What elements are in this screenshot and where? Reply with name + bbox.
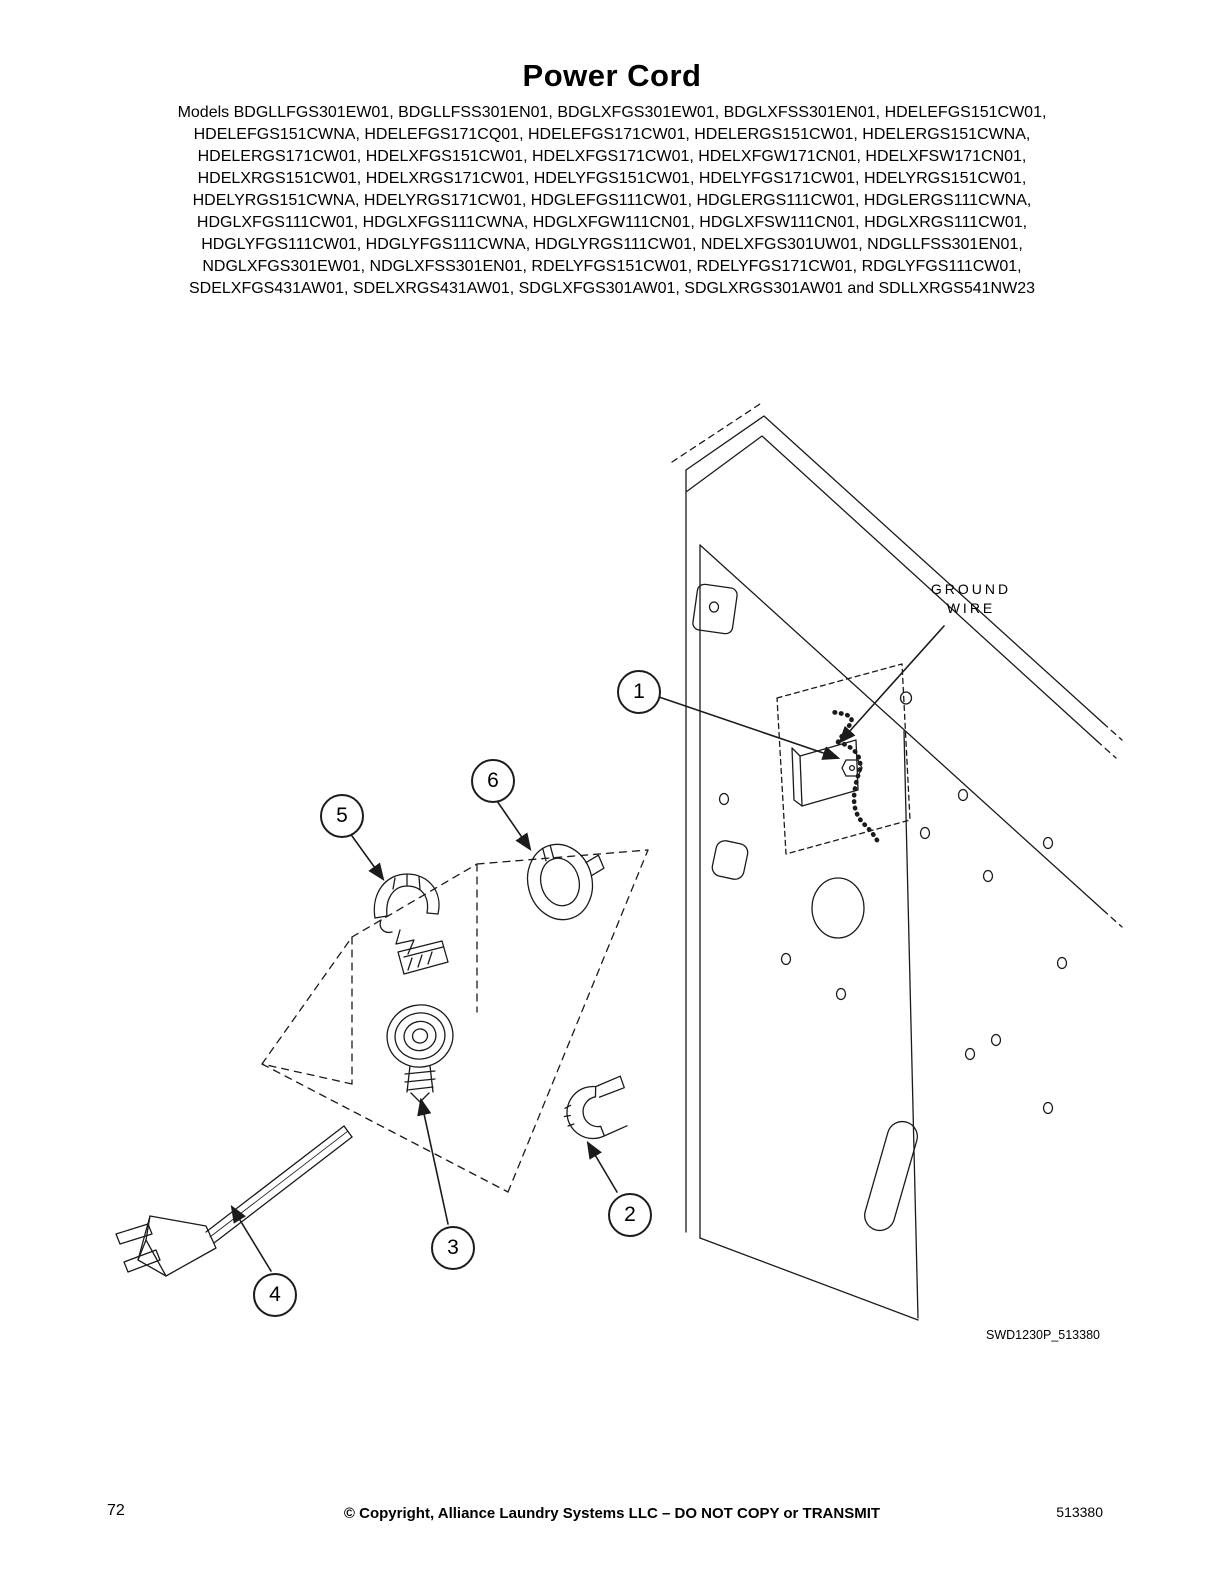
cabinet-panel [672, 404, 1122, 1320]
model-list-line: SDELXFGS431AW01, SDELXRGS431AW01, SDGLXFGS301AW01, SDGLXRGS301AW01 and SDLLXRGS541NW23 [188, 280, 1035, 297]
doc-number: 513380 [1056, 1504, 1103, 1520]
leader-arrows [232, 626, 944, 1271]
model-list-line: HDELEFGS151CWNA, HDELEFGS171CQ01, HDELEFGS171CW01, HDELERGS151CW01, HDELERGS151CWNA, [193, 126, 1031, 143]
copyright-notice: © Copyright, Alliance Laundry Systems LLC – DO NOT COPY or TRANSMIT [343, 1505, 881, 1522]
callout-3 [431, 1226, 475, 1270]
model-list-line: HDELXRGS151CW01, HDELXRGS171CW01, HDELYFGS151CW01, HDELYFGS171CW01, HDELYRGS151CW01, [197, 170, 1027, 187]
callout-4 [253, 1273, 297, 1317]
callout-2-label: 2 [624, 1203, 636, 1226]
part-power-cord [116, 1126, 352, 1276]
ground-wire-label-line1: GROUND [930, 581, 1012, 597]
ground-wire-label [901, 580, 1041, 618]
model-list-line: HDGLXFGS111CW01, HDGLXFGS111CWNA, HDGLXFGW111CN01, HDGLXFSW111CN01, HDGLXRGS111CW01, [196, 214, 1028, 231]
part-retainer-ring [519, 833, 614, 927]
part-strain-relief-bushing [381, 999, 458, 1102]
part-cord-clamp [374, 874, 448, 974]
model-list-line: Models BDGLLFGS301EW01, BDGLLFSS301EN01, BDGLXFGS301EW01, BDGLXFSS301EN01, HDELEFGS151CW01, [177, 104, 1047, 121]
callout-1 [617, 670, 661, 714]
callout-5 [320, 794, 364, 838]
callout-1-label: 1 [633, 680, 645, 703]
callout-4-label: 4 [269, 1283, 281, 1306]
callout-2 [608, 1193, 652, 1237]
mounting-bracket [777, 664, 910, 854]
callout-6 [471, 759, 515, 803]
callout-3-label: 3 [447, 1236, 459, 1259]
model-list-line: HDELERGS171CW01, HDELXFGS151CW01, HDELXFGS171CW01, HDELXFGW171CN01, HDELXFSW171CN01, [197, 148, 1027, 165]
page-number: 72 [107, 1502, 125, 1519]
figure-id: SWD1230P_513380 [986, 1328, 1100, 1342]
model-list-line: NDGLXFGS301EW01, NDGLXFSS301EN01, RDELYFGS151CW01, RDELYFGS171CW01, RDGLYFGS111CW01, [202, 258, 1022, 275]
projection-lines [262, 850, 648, 1192]
ground-wire [832, 712, 878, 842]
ground-wire-label-line2: WIRE [946, 600, 996, 616]
page-title: Power Cord [522, 58, 702, 93]
callout-6-label: 6 [487, 769, 499, 792]
model-list-line: HDGLYFGS111CW01, HDGLYFGS111CWNA, HDGLYRGS111CW01, NDELXFGS301UW01, NDGLLFSS301EN01, [201, 236, 1023, 253]
part-cord-clip [559, 1076, 632, 1143]
model-list-line: HDELYRGS151CWNA, HDELYRGS171CW01, HDGLEFGS111CW01, HDGLERGS111CW01, HDGLERGS111CWNA, [192, 192, 1032, 209]
callout-5-label: 5 [336, 804, 348, 827]
